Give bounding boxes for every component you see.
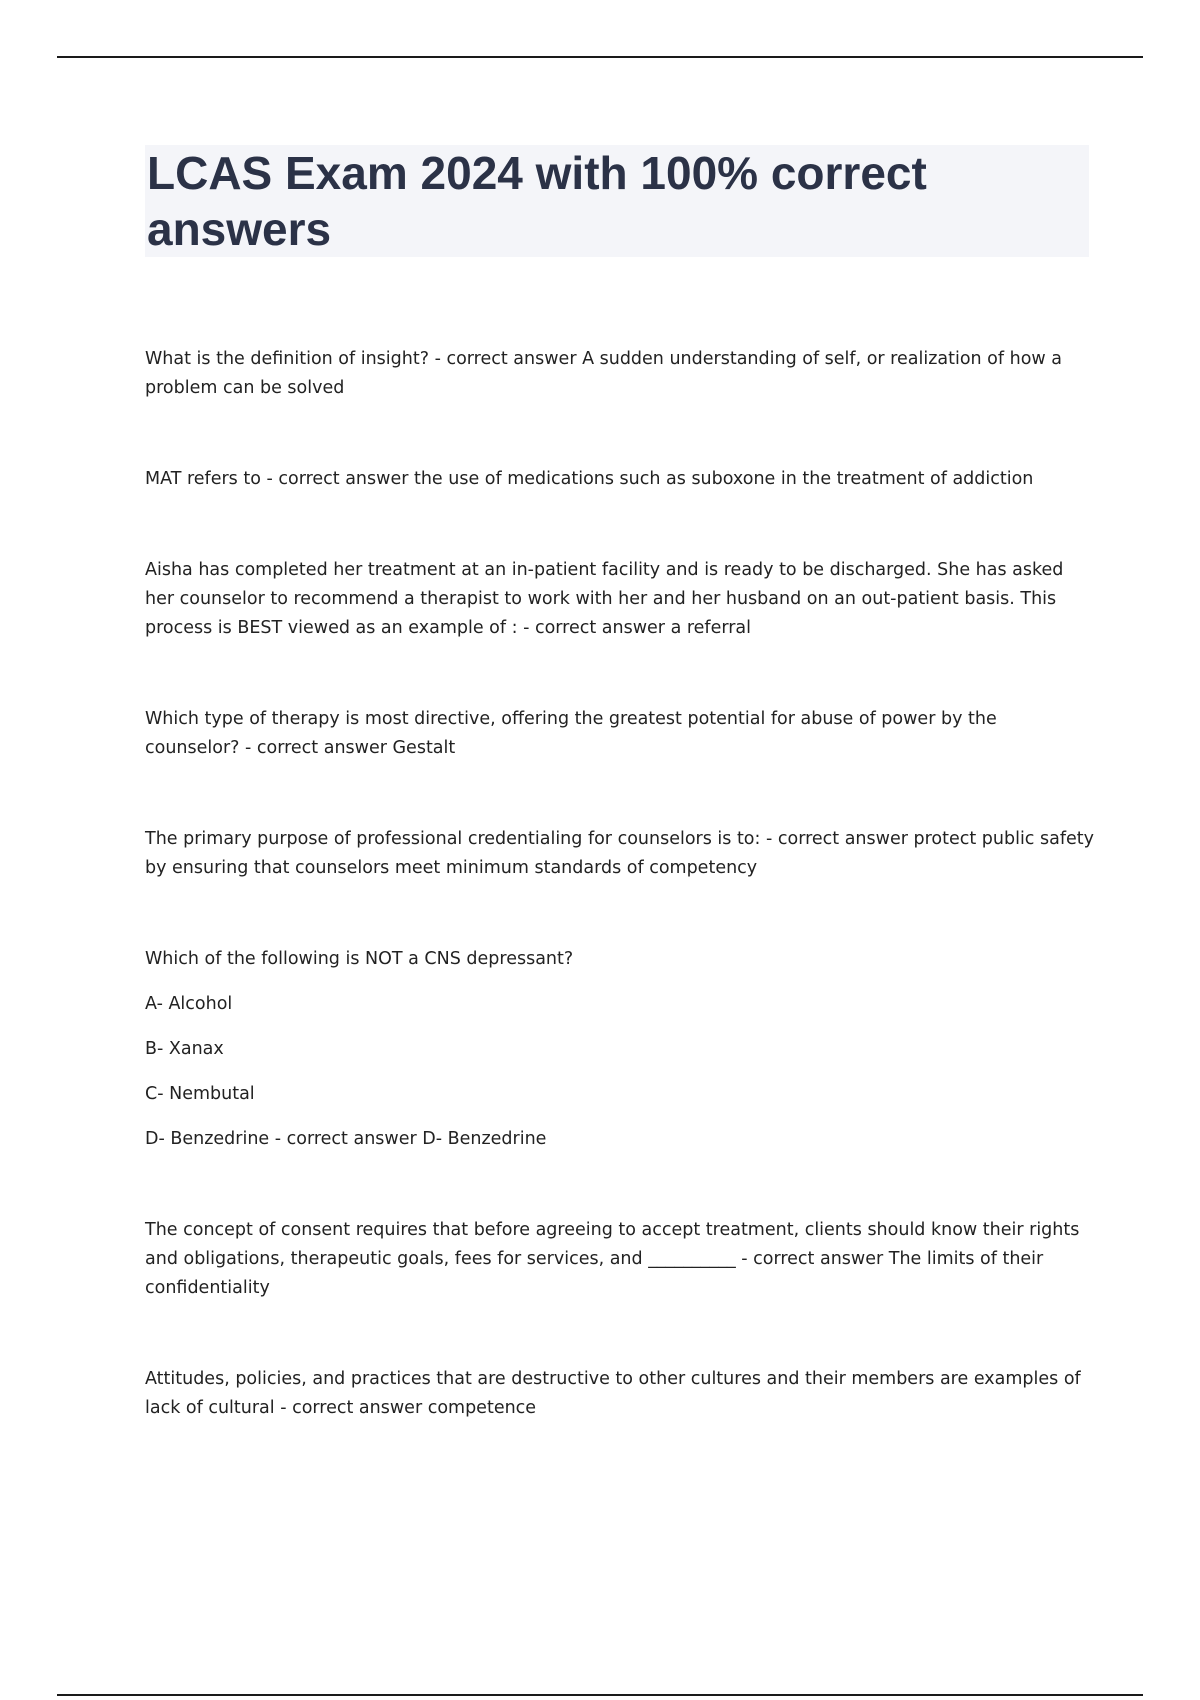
answer-label: correct answer (753, 1249, 889, 1269)
option-b: B- Xanax (145, 1039, 224, 1059)
qa-item (145, 345, 1095, 403)
option-c: C- Nembutal (145, 1084, 255, 1104)
document-title: LCAS Exam 2024 with 100% correct answers (147, 147, 927, 255)
question-text: The concept of consent requires that before agreeing to accept treatment, clients should know their rights and obligations, therapeutic goals, fees for services, and __________ - (145, 1220, 1080, 1269)
answer-text: D- Benzedrine (422, 1129, 547, 1149)
qa-item (145, 825, 1095, 883)
option-d: D- Benzedrine - (145, 1129, 287, 1149)
qa-list (145, 345, 1095, 1423)
answer-label: correct answer (777, 829, 914, 849)
question-text: The primary purpose of professional credentialing for counselors is to: - (145, 829, 778, 849)
bottom-rule (57, 1694, 1143, 1696)
answer-text: protect public safety by ensuring that counselors meet minimum standards of competency (145, 829, 1094, 878)
answer-text: Gestalt (392, 738, 456, 758)
answer-text: A sudden understanding of self, or realization of how a problem can be solved (145, 349, 1063, 398)
question-text: What is the definition of insight? - (145, 349, 447, 369)
answer-text: the use of medications such as suboxone in the treatment of addiction (413, 469, 1034, 489)
qa-item (145, 705, 1095, 763)
question-text: Aisha has completed her treatment at an in-patient facility and is ready to be discharged. She has asked her counselor to recommend a therapist to work with her and her husband on an out-patient basis. This process is BEST viewed as an example of : - (145, 560, 1064, 638)
answer-label: correct answer (286, 1129, 423, 1149)
answer-label: correct answer (446, 349, 583, 369)
title-banner (145, 145, 1089, 257)
answer-label: correct answer (278, 469, 414, 489)
answer-text: a referral (670, 618, 752, 638)
question-text: MAT refers to - (145, 469, 279, 489)
question-text: Attitudes, policies, and practices that are destructive to other cultures and their members are examples of lack of cultural - (145, 1369, 1081, 1418)
top-rule (57, 56, 1143, 58)
answer-text: The limits of their confidentiality (145, 1249, 1044, 1298)
answer-label: correct answer (534, 618, 671, 638)
answer-label: correct answer (292, 1398, 428, 1418)
option-d-with-answer (145, 1125, 1095, 1154)
question-text: Which of the following is NOT a CNS depressant? (145, 949, 574, 969)
answer-label: correct answer (256, 738, 393, 758)
option-a: A- Alcohol (145, 994, 233, 1014)
qa-item (145, 556, 1095, 643)
answer-text: competence (427, 1398, 537, 1418)
qa-item (145, 465, 1095, 494)
question-text: Which type of therapy is most directive, offering the greatest potential for abuse of power by the counselor? - (145, 709, 997, 758)
qa-item-multiple-choice (145, 945, 1095, 1154)
qa-item (145, 1216, 1095, 1303)
qa-item (145, 1365, 1095, 1423)
